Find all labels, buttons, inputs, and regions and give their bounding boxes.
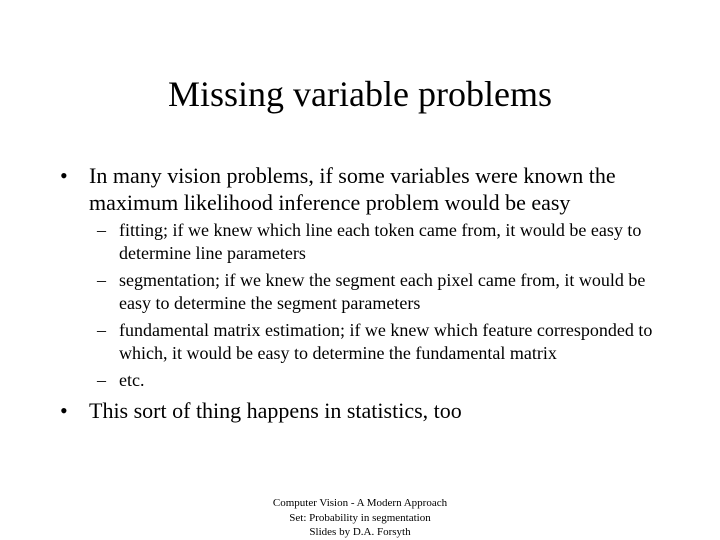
bullet-marker: • xyxy=(60,163,68,188)
bullet-text: This sort of thing happens in statistics, too xyxy=(89,398,462,423)
sub-bullet-text: segmentation; if we knew the segment each pixel came from, it would be easy to determine the segment parameters xyxy=(119,270,646,313)
sub-bullet-item xyxy=(89,369,670,392)
sub-bullet-list xyxy=(89,219,670,392)
bullet-marker: • xyxy=(60,398,68,423)
bullet-list xyxy=(60,162,670,429)
sub-bullet-marker: – xyxy=(97,320,106,340)
sub-bullet-text: etc. xyxy=(119,370,145,390)
sub-bullet-item xyxy=(89,319,670,365)
sub-bullet-marker: – xyxy=(97,220,106,240)
sub-bullet-item xyxy=(89,219,670,265)
footer-line: Computer Vision - A Modern Approach xyxy=(272,497,448,509)
slide-title: Missing variable problems xyxy=(168,74,552,114)
sub-bullet-text: fundamental matrix estimation; if we knew which feature corresponded to which, it would be easy to determine the fundamental matrix xyxy=(119,320,653,363)
sub-bullet-text: fitting; if we knew which line each token came from, it would be easy to determine line parameters xyxy=(119,220,642,263)
slide-footer xyxy=(210,496,510,540)
bullet-text: In many vision problems, if some variables were known the maximum likelihood inference problem would be easy xyxy=(89,163,616,215)
footer-line: Set: Probability in segmentation xyxy=(289,511,431,524)
sub-bullet-marker: – xyxy=(97,270,106,290)
sub-bullet-marker: – xyxy=(97,370,106,390)
bullet-item xyxy=(60,397,670,424)
sub-bullet-item xyxy=(89,269,670,315)
footer-line: Slides by D.A. Forsyth xyxy=(309,526,411,538)
bullet-item xyxy=(60,162,670,392)
